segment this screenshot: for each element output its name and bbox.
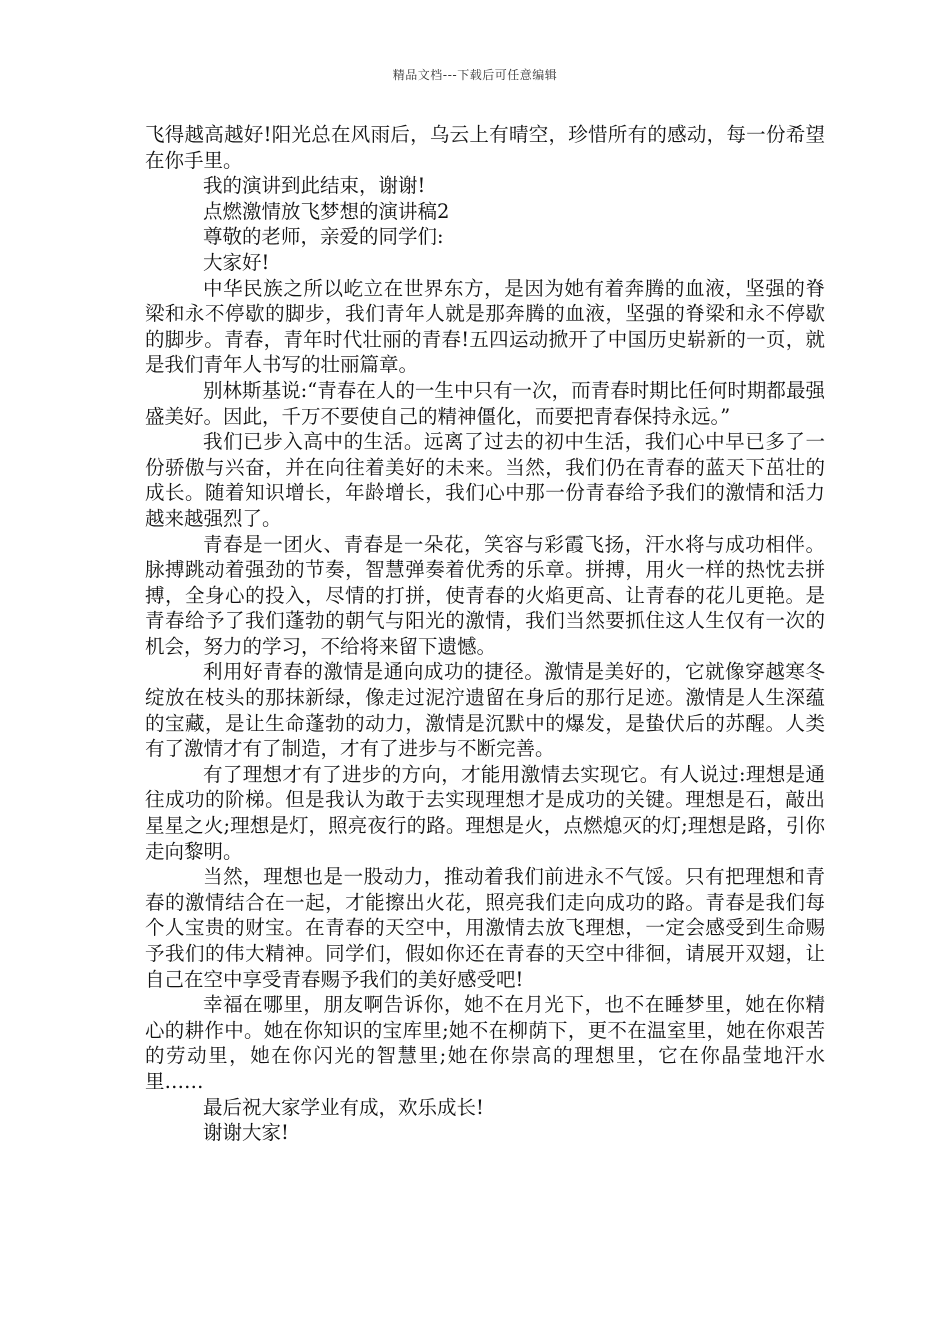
paragraph: 我的演讲到此结束，谢谢! <box>203 174 426 198</box>
paragraph: 最后祝大家学业有成，欢乐成长! <box>203 1095 484 1119</box>
paragraph: 幸福在哪里，朋友啊告诉你，她不在月光下，也不在睡梦里，她在你精心的耕作中。她在你知识的宝库里;她不在柳荫下，更不在温室里，她在你艰苦的劳动里，她在你闪光的智慧里;她在你崇高的理想里，它在你晶莹地汗水里…… <box>145 993 825 1093</box>
paragraph: 青春是一团火、青春是一朵花，笑容与彩霞飞扬，汗水将与成功相伴。脉搏跳动着强劲的节奏，智慧弹奏着优秀的乐章。拼搏，用火一样的热忱去拼搏，全身心的投入，尽情的打拼，使青春的火焰更高、让青春的花儿更艳。是青春给予了我们蓬勃的朝气与阳光的激情，我们当然要抓住这人生仅有一次的机会，努力的学习，不给将来留下遗憾。 <box>145 532 825 658</box>
paragraph: 大家好! <box>203 250 270 274</box>
paragraph: 当然，理想也是一股动力，推动着我们前进永不气馁。只有把理想和青春的激情结合在一起，才能擦出火花，照亮我们走向成功的路。青春是我们每个人宝贵的财宝。在青春的天空中，用激情去放飞理想，一定会感受到生命赐予我们的伟大精神。同学们，假如你还在青春的天空中徘徊，请展开双翅，让自己在空中享受青春赐予我们的美好感受吧! <box>145 865 825 991</box>
paragraph: 别林斯基说:“青春在人的一生中只有一次，而青春时期比任何时期都最强盛美好。因此，千万不要使自己的精神僵化，而要把青春保持永远。” <box>145 378 825 428</box>
paragraph: 利用好青春的激情是通向成功的捷径。激情是美好的，它就像穿越寒冬绽放在枝头的那抹新绿，像走过泥泞遗留在身后的那行足迹。激情是人生深蕴的宝藏，是让生命蓬勃的动力，激情是沉默中的爆发，是蛰伏后的苏醒。人类有了激情才有了制造，才有了进步与不断完善。 <box>145 660 825 761</box>
paragraph: 中华民族之所以屹立在世界东方，是因为她有着奔腾的血液，坚强的脊梁和永不停歇的脚步，我们青年人就是那奔腾的血液，坚强的脊梁和永不停歇的脚步。青春，青年时代壮丽的青春!五四运动掀开了中国历史崭新的一页，就是我们青年人书写的壮丽篇章。 <box>145 276 825 377</box>
paragraph: 谢谢大家! <box>203 1121 289 1145</box>
paragraph: 有了理想才有了进步的方向，才能用激情去实现它。有人说过:理想是通往成功的阶梯。但是我认为敢于去实现理想才是成功的关键。理想是石，敲出星星之火;理想是灯，照亮夜行的路。理想是火，点燃熄灭的灯;理想是路，引你走向黎明。 <box>145 762 825 863</box>
paragraph: 点燃激情放飞梦想的演讲稿2 <box>203 199 450 223</box>
paragraph: 尊敬的老师，亲爱的同学们: <box>203 225 444 249</box>
paragraph: 我们已步入高中的生活。远离了过去的初中生活，我们心中早已多了一份骄傲与兴奋，并在向往着美好的未来。当然，我们仍在青春的蓝天下茁壮的成长。随着知识增长，年龄增长，我们心中那一份青春给予我们的激情和活力越来越强烈了。 <box>145 430 825 530</box>
paragraph: 飞得越高越好!阳光总在风雨后，乌云上有晴空，珍惜所有的感动，每一份希望在你手里。 <box>145 123 825 172</box>
page-header: 精品文档---下载后可任意编辑 <box>392 68 558 82</box>
document-body <box>145 122 825 1146</box>
